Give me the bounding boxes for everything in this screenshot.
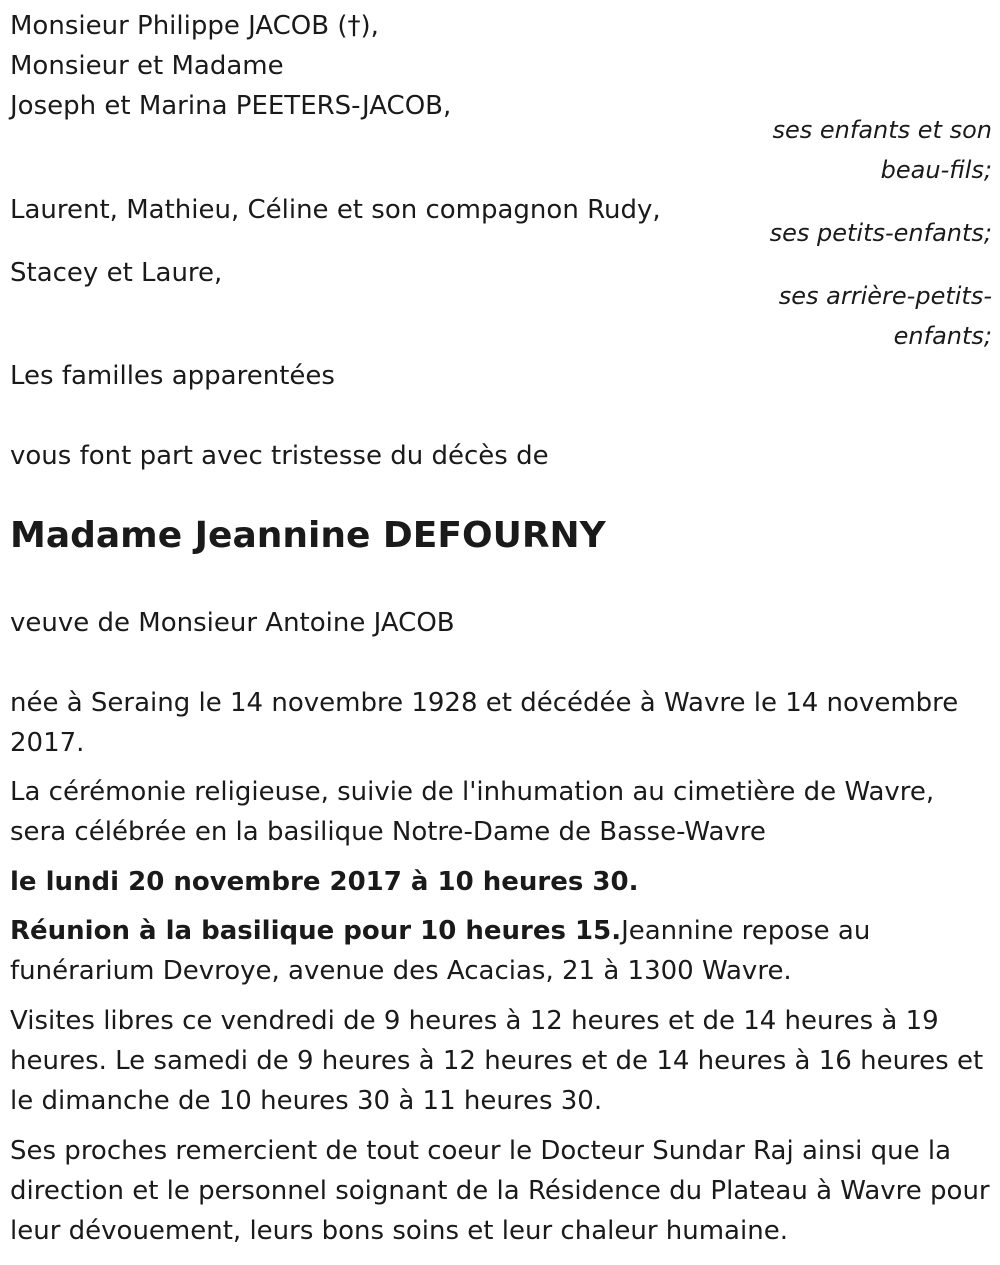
ceremony-date: le lundi 20 novembre 2017 à 10 heures 30. <box>10 867 639 897</box>
role-great-grandchildren-line-1: ses arrière-petits- <box>778 282 992 310</box>
family-line-2: Monsieur et Madame <box>10 51 284 81</box>
visits-paragraph: Visites libres ce vendredi de 9 heures à 12 heures et de 14 heures à 19 heures. Le samedi de 9 heures à 12 heures et de 14 heures à 16 heures et le dimanche de 10 heures 30 à 11 heures 30. <box>10 1006 984 1116</box>
great-grandchildren-names: Stacey et Laure, <box>10 258 223 288</box>
widow-of-line: veuve de Monsieur Antoine JACOB <box>10 608 455 638</box>
role-grandchildren: ses petits-enfants; <box>769 219 992 247</box>
grandchildren-names: Laurent, Mathieu, Céline et son compagnon Rudy, <box>10 195 661 225</box>
relatives-line: Les familles apparentées <box>10 361 335 391</box>
funeral-home-info: Jeannine repose au funérarium Devroye, avenue des Acacias, 21 à 1300 Wavre. <box>10 916 871 986</box>
meeting-time: Réunion à la basilique pour 10 heures 15. <box>10 916 622 946</box>
announcement-intro: vous font part avec tristesse du décès de <box>10 441 549 471</box>
birth-death-paragraph: née à Seraing le 14 novembre 1928 et décédée à Wavre le 14 novembre 2017. <box>10 688 959 758</box>
family-line-3: Joseph et Marina PEETERS-JACOB, <box>10 91 452 121</box>
role-children-line-1: ses enfants et son <box>772 116 992 144</box>
meeting-paragraph <box>10 911 992 991</box>
deceased-name: Madame Jeannine DEFOURNY <box>10 515 606 556</box>
ceremony-paragraph: La cérémonie religieuse, suivie de l'inhumation au cimetière de Wavre, sera célébrée en la basilique Notre-Dame de Basse-Wavre <box>10 777 935 847</box>
role-great-grandchildren-line-2: enfants; <box>893 322 992 350</box>
role-children-line-2: beau-fils; <box>880 156 992 184</box>
thanks-paragraph: Ses proches remercient de tout coeur le Docteur Sundar Raj ainsi que la direction et le personnel soignant de la Résidence du Plateau à Wavre pour leur dévouement, leurs bons soins et leur chaleur humaine. <box>10 1136 990 1246</box>
family-line-1: Monsieur Philippe JACOB (†), <box>10 11 379 41</box>
